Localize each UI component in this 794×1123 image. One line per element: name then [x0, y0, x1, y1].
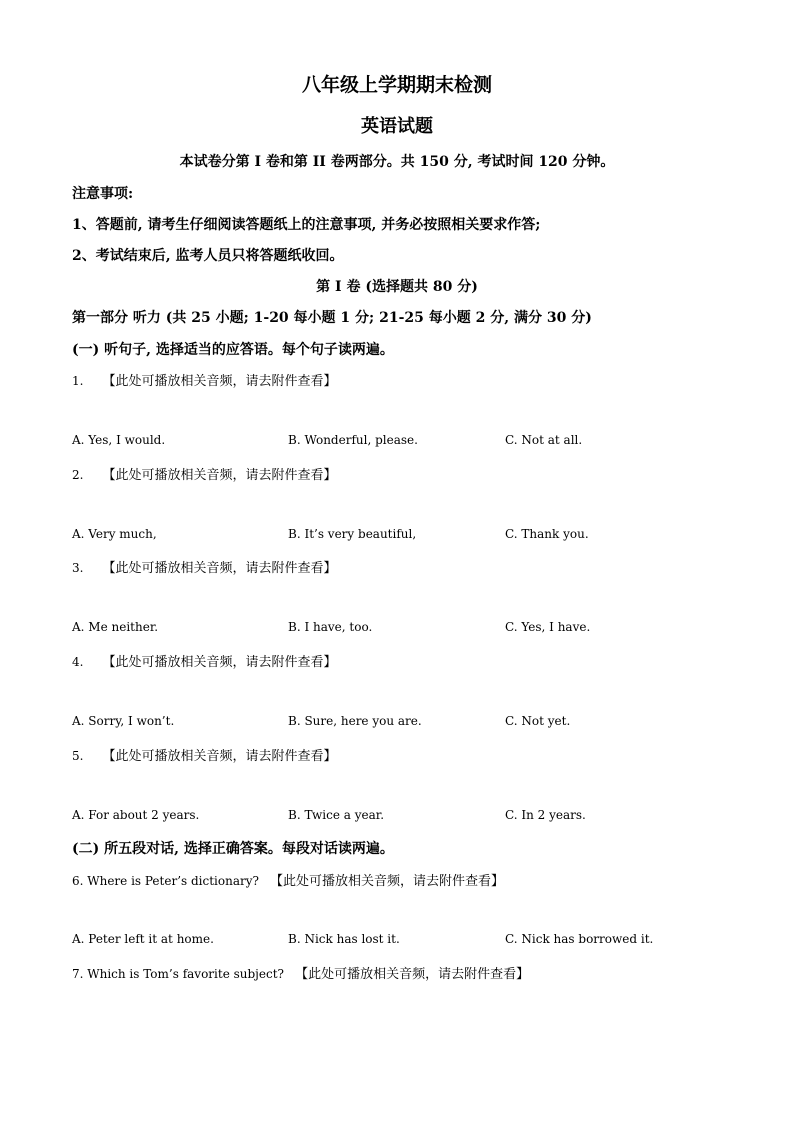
option-c: C. Nick has borrowed it.: [505, 932, 654, 946]
audio-placeholder-link[interactable]: 【此处可播放相关音频，请去附件查看】: [102, 374, 337, 389]
option-b: B. I have, too.: [288, 620, 373, 634]
option-a: A. Peter left it at home.: [72, 932, 214, 946]
audio-placeholder-link[interactable]: 【此处可播放相关音频，请去附件查看】: [102, 561, 337, 576]
option-b: B. Sure, here you are.: [288, 714, 422, 728]
question-number: 2.: [72, 468, 84, 482]
option-a: A. For about 2 years.: [72, 808, 200, 822]
option-b: B. It’s very beautiful,: [288, 527, 417, 541]
option-b: B. Twice a year.: [288, 808, 385, 822]
volume1-heading: 第 I 卷 (选择题共 80 分): [316, 279, 478, 295]
audio-placeholder-link[interactable]: 【此处可播放相关音频，请去附件查看】: [102, 468, 337, 483]
part1-heading: 第一部分 听力 (共 25 小题; 1-20 每小题 1 分; 21-25 每小题 2 分, 满分 30 分): [72, 310, 592, 326]
option-c: C. In 2 years.: [505, 808, 586, 822]
page-title: 八年级上学期期末检测: [301, 74, 492, 96]
section2-heading: (二) 所五段对话, 选择正确答案。每段对话读两遍。: [72, 841, 394, 857]
section1-heading: (一) 听句子, 选择适当的应答语。每个句子读两遍。: [72, 342, 394, 358]
question-4: [72, 651, 337, 670]
option-a: A. Very much,: [72, 527, 157, 541]
subject-title: 英语试题: [361, 116, 433, 137]
question-stem: 7. Which is Tom’s favorite subject?: [72, 967, 284, 981]
question-6: [72, 870, 504, 889]
option-c: C. Not yet.: [505, 714, 571, 728]
audio-placeholder-link[interactable]: 【此处可播放相关音频，请去附件查看】: [295, 967, 530, 982]
option-a: A. Sorry, I won’t.: [72, 714, 175, 728]
notice-item-1: 1、答题前, 请考生仔细阅读答题纸上的注意事项, 并务必按照相关要求作答;: [72, 217, 541, 233]
audio-placeholder-link[interactable]: 【此处可播放相关音频，请去附件查看】: [270, 874, 505, 889]
question-5: [72, 745, 337, 764]
question-3: [72, 557, 337, 576]
option-b: B. Wonderful, please.: [288, 433, 418, 447]
audio-placeholder-link[interactable]: 【此处可播放相关音频，请去附件查看】: [102, 749, 337, 764]
option-c: C. Yes, I have.: [505, 620, 591, 634]
notice-heading: 注意事项:: [72, 186, 134, 202]
question-7: [72, 963, 529, 982]
option-c: C. Not at all.: [505, 433, 583, 447]
question-2: [72, 464, 337, 483]
notice-item-2: 2、考试结束后, 监考人员只将答题纸收回。: [72, 248, 344, 264]
question-number: 5.: [72, 749, 84, 763]
option-a: A. Yes, I would.: [72, 433, 166, 447]
question-number: 4.: [72, 655, 84, 669]
question-stem: 6. Where is Peter’s dictionary?: [72, 874, 259, 888]
option-c: C. Thank you.: [505, 527, 589, 541]
question-number: 3.: [72, 561, 84, 575]
question-1: [72, 370, 337, 389]
question-number: 1.: [72, 374, 84, 388]
exam-info: 本试卷分第 I 卷和第 II 卷两部分。共 150 分, 考试时间 120 分钟。: [179, 154, 615, 170]
audio-placeholder-link[interactable]: 【此处可播放相关音频，请去附件查看】: [102, 655, 337, 670]
option-a: A. Me neither.: [72, 620, 159, 634]
option-b: B. Nick has lost it.: [288, 932, 400, 946]
